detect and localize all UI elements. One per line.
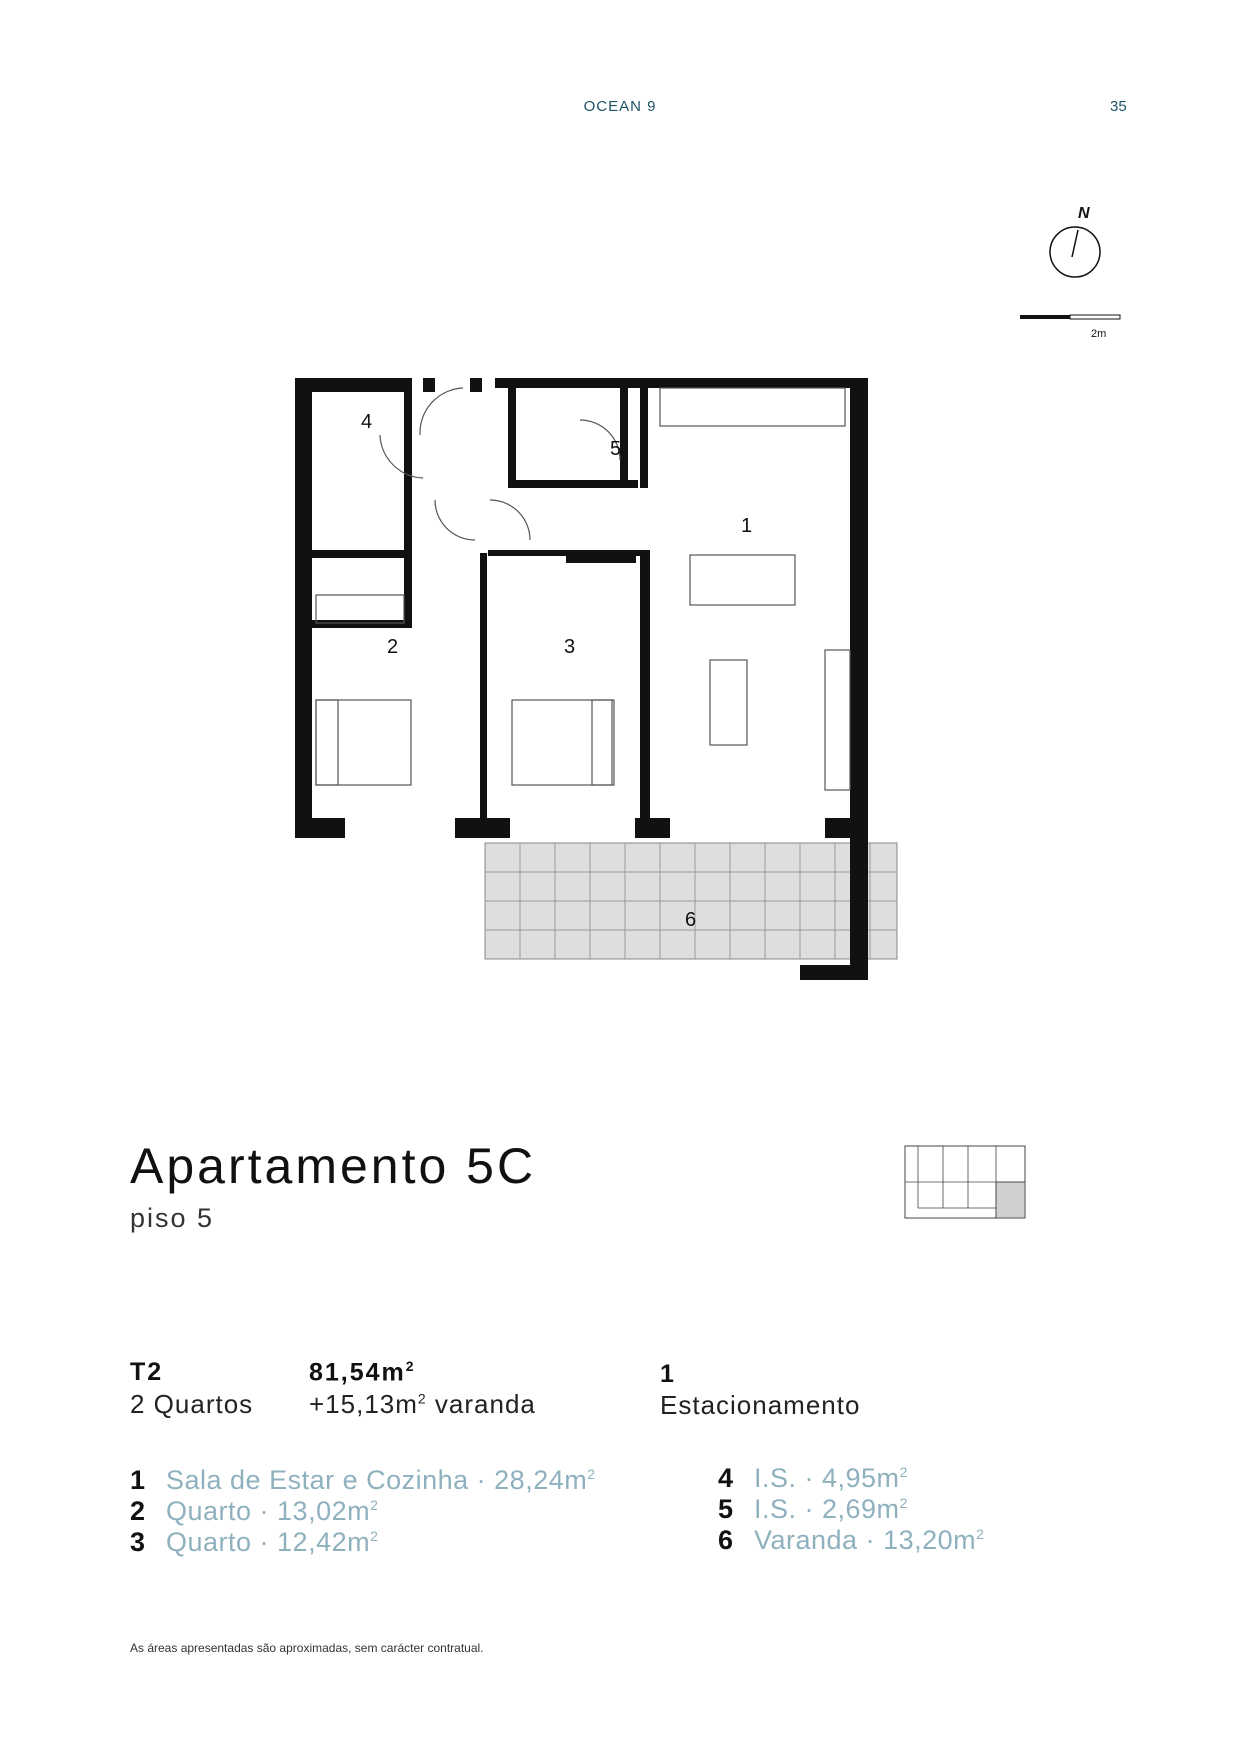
key-plan xyxy=(903,1142,1028,1222)
parking-label: Estacionamento xyxy=(660,1390,861,1420)
compass-icon xyxy=(1040,200,1110,290)
typology: T2 xyxy=(130,1358,164,1386)
parking-count: 1 xyxy=(660,1360,676,1388)
room-label-3: 3 xyxy=(564,636,576,658)
balcony-area: $+15,13m^2$ varanda xyxy=(309,1389,536,1419)
room-list-item: 6 Varanda · $13,20m^2$ xyxy=(718,1525,985,1555)
brand-name: OCEAN 9 xyxy=(583,98,657,115)
bedroom-count: 2 Quartos xyxy=(130,1389,254,1419)
page-number: 35 xyxy=(1110,98,1127,115)
room-list-item: 5 I.S. · $2,69m^2$ xyxy=(718,1494,908,1524)
footnote: As áreas apresentadas são aproximadas, sem carácter contratual. xyxy=(130,1641,484,1655)
room-list-item: 4 I.S. · $4,95m^2$ xyxy=(718,1463,908,1493)
room-list-item: 3 Quarto · $12,42m^2$ xyxy=(130,1527,379,1557)
room-label-2: 2 xyxy=(387,636,399,658)
compass-north-label: N xyxy=(1078,205,1090,222)
scale-bar-label: 2m xyxy=(1091,328,1107,340)
room-label-6: 6 xyxy=(685,909,697,931)
room-list-item: 2 Quarto · $13,02m^2$ xyxy=(130,1496,379,1526)
floor-label: piso 5 xyxy=(130,1203,215,1233)
total-area: $81,54m^2$ xyxy=(309,1358,416,1387)
floor-plan xyxy=(280,360,940,980)
room-label-5: 5 xyxy=(610,438,622,460)
room-label-1: 1 xyxy=(741,515,753,537)
room-list-item: 1 Sala de Estar e Cozinha · $28,24m^2$ xyxy=(130,1465,596,1495)
room-label-4: 4 xyxy=(361,411,373,433)
scale-bar xyxy=(1016,310,1126,350)
apartment-title: Apartamento 5C xyxy=(130,1138,537,1194)
